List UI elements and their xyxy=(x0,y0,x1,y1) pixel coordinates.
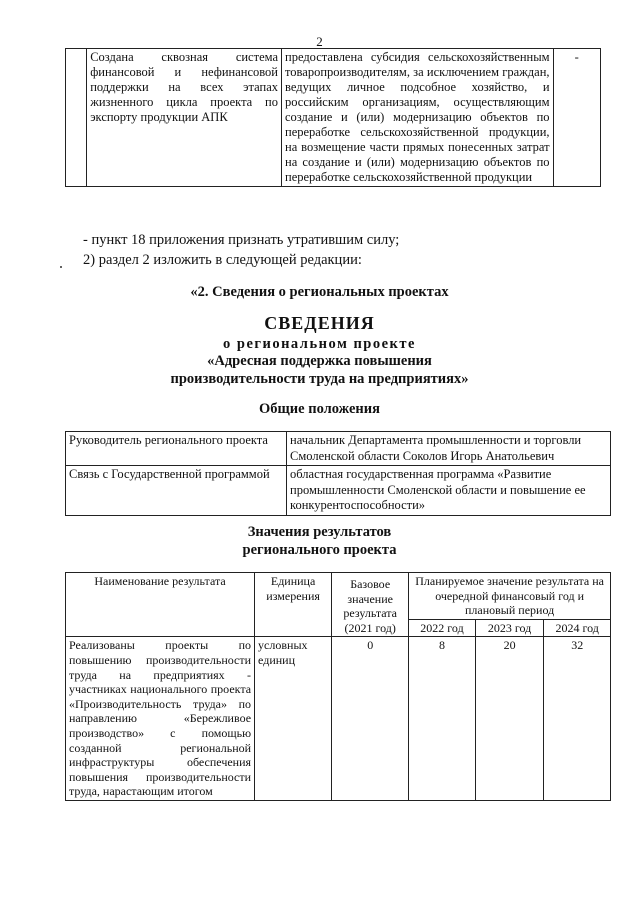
result-unit: условных единиц xyxy=(255,637,332,801)
result-value-2023: 20 xyxy=(475,637,544,801)
result-name: Реализованы проекты по повышению производительности труда на предприятиях - участниках национального проекта «Производительность труда» по направлению «Бережливое производство» с помощью созданной региональной инфраструктуры обеспечения повышения производительности труда, нарастающим итогом xyxy=(66,637,255,801)
project-name-line-1: «Адресная поддержка повышения xyxy=(207,353,432,369)
general-provisions-table xyxy=(65,431,611,516)
continued-table xyxy=(65,48,601,187)
label-cell: Руководитель регионального проекта xyxy=(66,432,287,466)
label-cell: Связь с Государственной программой xyxy=(66,466,287,516)
table-cell-result: Создана сквозная система финансовой и нефинансовой поддержки на всех этапах жизненного цикла проекта по экспорту продукции АПК xyxy=(87,49,282,187)
result-base-value: 0 xyxy=(332,637,409,801)
header-unit: Единица измерения xyxy=(255,573,332,637)
value-cell: областная государственная программа «Развитие промышленности Смоленской области и повышение ее конкурентоспособности» xyxy=(287,466,611,516)
results-table xyxy=(65,572,611,801)
table-row xyxy=(66,49,601,187)
project-name-line-2: производительности труда на предприятиях» xyxy=(170,371,469,387)
result-value-2024: 32 xyxy=(544,637,611,801)
value-cell: начальник Департамента промышленности и торговли Смоленской области Соколов Игорь Анатольевич xyxy=(287,432,611,466)
table-row xyxy=(66,432,611,466)
table-row xyxy=(66,466,611,516)
table-row xyxy=(66,637,611,801)
results-heading-line-2: регионального проекта xyxy=(242,542,397,558)
paragraph-section-2: 2) раздел 2 изложить в следующей редакции: xyxy=(83,252,362,268)
document-subtitle: о региональном проекте xyxy=(223,336,416,352)
scan-mark xyxy=(60,266,62,268)
header-year-2023: 2023 год xyxy=(475,619,544,637)
header-planned: Планируемое значение результата на очередной финансовый год и плановый период xyxy=(409,573,611,620)
general-provisions-heading: Общие положения xyxy=(259,401,380,417)
table-header-row xyxy=(66,573,611,620)
document-title: СВЕДЕНИЯ xyxy=(264,313,375,333)
section-heading: «2. Сведения о региональных проектах xyxy=(190,284,449,300)
table-cell-empty xyxy=(66,49,87,187)
header-year-2022: 2022 год xyxy=(409,619,476,637)
results-heading-line-1: Значения результатов xyxy=(247,524,392,540)
table-cell-dash: - xyxy=(553,49,600,187)
result-value-2022: 8 xyxy=(409,637,476,801)
page-number: 2 xyxy=(316,34,323,49)
header-name: Наименование результата xyxy=(66,573,255,637)
paragraph-item-18: - пункт 18 приложения признать утратившим силу; xyxy=(83,232,400,248)
header-year-2024: 2024 год xyxy=(544,619,611,637)
header-base: Базовое значение результата (2021 год) xyxy=(332,573,409,637)
table-cell-description: предоставлена субсидия сельскохозяйственным товаропроизводителям, за исключением граждан, ведущих личное подсобное хозяйство, и российским организациям, осуществляющим создание и (или) модернизацию объектов по переработке сельскохозяйственной продукции, на возмещение части прямых понесенных затрат на создание и (или) модернизацию объектов по переработке сельскохозяйственной продукции xyxy=(282,49,554,187)
